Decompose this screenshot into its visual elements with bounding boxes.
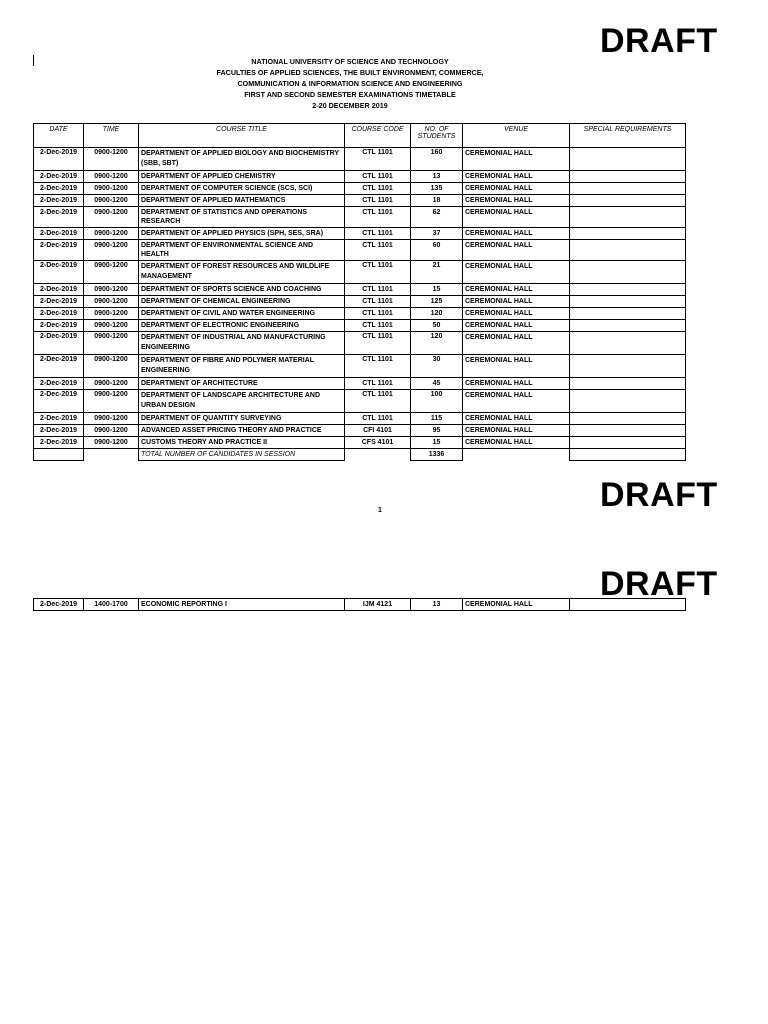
col-header-venue: VENUE <box>463 124 570 148</box>
cell-students: 100 <box>411 390 463 413</box>
cell-time: 0900-1200 <box>84 355 139 378</box>
cell-venue: CEREMONIAL HALL <box>463 390 570 413</box>
cell-date: 2-Dec-2019 <box>34 284 84 296</box>
cell-course-code: CTL 1101 <box>345 148 411 171</box>
cell-course-code: IJM 4121 <box>345 599 411 611</box>
cell-venue: CEREMONIAL HALL <box>463 437 570 449</box>
cell-course-code: CTL 1101 <box>345 296 411 308</box>
cell-time: 0900-1200 <box>84 284 139 296</box>
cell-students: 120 <box>411 308 463 320</box>
cell-date: 2-Dec-2019 <box>34 425 84 437</box>
cell-venue: CEREMONIAL HALL <box>463 148 570 171</box>
cell-special-requirements <box>570 390 686 413</box>
cell-course-code: CTL 1101 <box>345 378 411 390</box>
cell-venue: CEREMONIAL HALL <box>463 425 570 437</box>
cell-date: 2-Dec-2019 <box>34 332 84 355</box>
cell-course-title: DEPARTMENT OF APPLIED MATHEMATICS <box>139 195 345 207</box>
cell-course-code: CTL 1101 <box>345 228 411 240</box>
table-row <box>34 437 686 449</box>
cell-time: 0900-1200 <box>84 378 139 390</box>
cell-students: 125 <box>411 296 463 308</box>
cell-date: 2-Dec-2019 <box>34 261 84 284</box>
cell-course-code: CFS 4101 <box>345 437 411 449</box>
cell-special-requirements <box>570 296 686 308</box>
cell-special-requirements <box>570 240 686 261</box>
cell-date: 2-Dec-2019 <box>34 390 84 413</box>
cell-students: 62 <box>411 207 463 228</box>
cell-course-title: DEPARTMENT OF ELECTRONIC ENGINEERING <box>139 320 345 332</box>
table-row <box>34 599 686 611</box>
cell-students: 15 <box>411 284 463 296</box>
cell-students: 30 <box>411 355 463 378</box>
cell-course-code: CTL 1101 <box>345 240 411 261</box>
cell-course-title: DEPARTMENT OF ARCHITECTURE <box>139 378 345 390</box>
cell-course-title: CUSTOMS THEORY AND PRACTICE II <box>139 437 345 449</box>
cell-date: 2-Dec-2019 <box>34 228 84 240</box>
cell-special-requirements <box>570 228 686 240</box>
col-header-students: NO. OF STUDENTS <box>411 124 463 148</box>
cell-students: 50 <box>411 320 463 332</box>
cell-date: 2-Dec-2019 <box>34 355 84 378</box>
cell-time: 1400-1700 <box>84 599 139 611</box>
header-university: NATIONAL UNIVERSITY OF SCIENCE AND TECHNOLOGY <box>251 57 449 66</box>
cell-course-title: DEPARTMENT OF QUANTITY SURVEYING <box>139 413 345 425</box>
col-header-time: TIME <box>84 124 139 148</box>
table-row <box>34 148 686 171</box>
cell-venue: CEREMONIAL HALL <box>463 228 570 240</box>
cell-time: 0900-1200 <box>84 148 139 171</box>
cell-students: 115 <box>411 413 463 425</box>
cell-special-requirements <box>570 320 686 332</box>
table-row <box>34 332 686 355</box>
cell-special-requirements <box>570 332 686 355</box>
timetable-table <box>33 123 686 461</box>
header-date-range: 2-20 DECEMBER 2019 <box>312 101 388 110</box>
total-spacer <box>570 449 686 461</box>
cell-course-code: CTL 1101 <box>345 183 411 195</box>
cell-students: 60 <box>411 240 463 261</box>
cell-students: 13 <box>411 599 463 611</box>
cell-time: 0900-1200 <box>84 308 139 320</box>
cell-course-title: DEPARTMENT OF APPLIED CHEMISTRY <box>139 171 345 183</box>
total-spacer <box>34 449 84 461</box>
cell-special-requirements <box>570 261 686 284</box>
document-header <box>140 56 560 111</box>
total-value: 1336 <box>411 449 463 461</box>
cell-students: 45 <box>411 378 463 390</box>
cell-special-requirements <box>570 437 686 449</box>
cell-time: 0900-1200 <box>84 240 139 261</box>
cell-special-requirements <box>570 284 686 296</box>
cell-course-title: DEPARTMENT OF CIVIL AND WATER ENGINEERING <box>139 308 345 320</box>
cell-course-title: DEPARTMENT OF FOREST RESOURCES AND WILDLIFE MANAGEMENT <box>139 261 345 284</box>
timetable-table-page2 <box>33 598 686 611</box>
cell-course-title: ADVANCED ASSET PRICING THEORY AND PRACTICE <box>139 425 345 437</box>
cell-time: 0900-1200 <box>84 413 139 425</box>
cell-course-code: CTL 1101 <box>345 261 411 284</box>
cell-date: 2-Dec-2019 <box>34 296 84 308</box>
cell-venue: CEREMONIAL HALL <box>463 284 570 296</box>
cell-venue: CEREMONIAL HALL <box>463 378 570 390</box>
cell-course-title: DEPARTMENT OF INDUSTRIAL AND MANUFACTURING ENGINEERING <box>139 332 345 355</box>
table-row <box>34 320 686 332</box>
cell-course-code: CTL 1101 <box>345 355 411 378</box>
cell-course-code: CFI 4101 <box>345 425 411 437</box>
table-row <box>34 240 686 261</box>
cell-special-requirements <box>570 355 686 378</box>
table-row <box>34 355 686 378</box>
cell-date: 2-Dec-2019 <box>34 171 84 183</box>
cell-venue: CEREMONIAL HALL <box>463 261 570 284</box>
cell-students: 15 <box>411 437 463 449</box>
cell-course-title: DEPARTMENT OF APPLIED BIOLOGY AND BIOCHEMISTRY (SBB, SBT) <box>139 148 345 171</box>
total-spacer <box>463 449 570 461</box>
cell-course-code: CTL 1101 <box>345 195 411 207</box>
cell-students: 21 <box>411 261 463 284</box>
cell-special-requirements <box>570 183 686 195</box>
cell-venue: CEREMONIAL HALL <box>463 207 570 228</box>
cell-course-title: DEPARTMENT OF SPORTS SCIENCE AND COACHING <box>139 284 345 296</box>
cell-time: 0900-1200 <box>84 390 139 413</box>
col-header-date: DATE <box>34 124 84 148</box>
cell-date: 2-Dec-2019 <box>34 195 84 207</box>
table-row <box>34 390 686 413</box>
table-header-row <box>34 124 686 148</box>
table-row <box>34 183 686 195</box>
cell-students: 13 <box>411 171 463 183</box>
cell-special-requirements <box>570 207 686 228</box>
cell-time: 0900-1200 <box>84 261 139 284</box>
cell-course-title: DEPARTMENT OF FIBRE AND POLYMER MATERIAL ENGINEERING <box>139 355 345 378</box>
cell-venue: CEREMONIAL HALL <box>463 320 570 332</box>
cell-venue: CEREMONIAL HALL <box>463 183 570 195</box>
cell-special-requirements <box>570 599 686 611</box>
cell-course-title: DEPARTMENT OF ENVIRONMENTAL SCIENCE AND HEALTH <box>139 240 345 261</box>
draft-watermark: DRAFT <box>600 565 718 603</box>
cell-venue: CEREMONIAL HALL <box>463 355 570 378</box>
cell-course-code: CTL 1101 <box>345 332 411 355</box>
cell-time: 0900-1200 <box>84 207 139 228</box>
cell-course-code: CTL 1101 <box>345 308 411 320</box>
header-faculties: FACULTIES OF APPLIED SCIENCES, THE BUILT ENVIRONMENT, COMMERCE, <box>216 68 484 77</box>
total-spacer <box>84 449 139 461</box>
cell-venue: CEREMONIAL HALL <box>463 240 570 261</box>
cell-venue: CEREMONIAL HALL <box>463 413 570 425</box>
cell-time: 0900-1200 <box>84 195 139 207</box>
cell-course-code: CTL 1101 <box>345 413 411 425</box>
cell-course-title: DEPARTMENT OF LANDSCAPE ARCHITECTURE AND URBAN DESIGN <box>139 390 345 413</box>
table-row <box>34 296 686 308</box>
cell-date: 2-Dec-2019 <box>34 240 84 261</box>
cell-course-code: CTL 1101 <box>345 207 411 228</box>
cell-special-requirements <box>570 148 686 171</box>
table-row <box>34 228 686 240</box>
cell-students: 160 <box>411 148 463 171</box>
cell-course-title: DEPARTMENT OF COMPUTER SCIENCE (SCS, SCI) <box>139 183 345 195</box>
total-label: TOTAL NUMBER OF CANDIDATES IN SESSION <box>139 449 345 461</box>
cell-special-requirements <box>570 413 686 425</box>
draft-watermark: DRAFT <box>600 476 718 514</box>
cell-date: 2-Dec-2019 <box>34 320 84 332</box>
cell-date: 2-Dec-2019 <box>34 183 84 195</box>
total-spacer <box>345 449 411 461</box>
cell-date: 2-Dec-2019 <box>34 599 84 611</box>
table-row <box>34 195 686 207</box>
cell-students: 95 <box>411 425 463 437</box>
cell-date: 2-Dec-2019 <box>34 148 84 171</box>
cell-special-requirements <box>570 195 686 207</box>
cell-date: 2-Dec-2019 <box>34 413 84 425</box>
cell-course-code: CTL 1101 <box>345 320 411 332</box>
table-row <box>34 171 686 183</box>
cell-time: 0900-1200 <box>84 183 139 195</box>
cell-course-code: CTL 1101 <box>345 284 411 296</box>
cell-students: 18 <box>411 195 463 207</box>
timetable-body-page2 <box>34 599 686 611</box>
cell-venue: CEREMONIAL HALL <box>463 296 570 308</box>
total-row <box>34 449 686 461</box>
draft-watermark: DRAFT <box>600 22 718 60</box>
cell-time: 0900-1200 <box>84 320 139 332</box>
cell-time: 0900-1200 <box>84 228 139 240</box>
header-faculties-cont: COMMUNICATION & INFORMATION SCIENCE AND ENGINEERING <box>237 79 463 88</box>
cell-date: 2-Dec-2019 <box>34 308 84 320</box>
cell-students: 37 <box>411 228 463 240</box>
cell-time: 0900-1200 <box>84 296 139 308</box>
cell-course-code: CTL 1101 <box>345 171 411 183</box>
table-row <box>34 378 686 390</box>
header-timetable-title: FIRST AND SECOND SEMESTER EXAMINATIONS TIMETABLE <box>244 90 456 99</box>
cell-special-requirements <box>570 171 686 183</box>
cell-time: 0900-1200 <box>84 171 139 183</box>
page-number: 1 <box>378 507 382 514</box>
cell-special-requirements <box>570 308 686 320</box>
table-row <box>34 261 686 284</box>
cell-course-title: DEPARTMENT OF CHEMICAL ENGINEERING <box>139 296 345 308</box>
cell-time: 0900-1200 <box>84 425 139 437</box>
col-header-special-requirements: SPECIAL REQUIREMENTS <box>570 124 686 148</box>
cell-students: 120 <box>411 332 463 355</box>
table-row <box>34 425 686 437</box>
cell-venue: CEREMONIAL HALL <box>463 308 570 320</box>
cell-time: 0900-1200 <box>84 437 139 449</box>
cell-course-title: DEPARTMENT OF STATISTICS AND OPERATIONS RESEARCH <box>139 207 345 228</box>
col-header-course-code: COURSE CODE <box>345 124 411 148</box>
col-header-course-title: COURSE TITLE <box>139 124 345 148</box>
table-row <box>34 413 686 425</box>
table-row <box>34 308 686 320</box>
cell-course-title: ECONOMIC REPORTING I <box>139 599 345 611</box>
cell-time: 0900-1200 <box>84 332 139 355</box>
cell-date: 2-Dec-2019 <box>34 207 84 228</box>
cell-venue: CEREMONIAL HALL <box>463 195 570 207</box>
cell-course-code: CTL 1101 <box>345 390 411 413</box>
timetable-body <box>34 148 686 449</box>
cell-venue: CEREMONIAL HALL <box>463 599 570 611</box>
table-row <box>34 207 686 228</box>
cell-venue: CEREMONIAL HALL <box>463 171 570 183</box>
table-row <box>34 284 686 296</box>
cell-course-title: DEPARTMENT OF APPLIED PHYSICS (SPH, SES, SRA) <box>139 228 345 240</box>
cell-special-requirements <box>570 378 686 390</box>
cell-date: 2-Dec-2019 <box>34 378 84 390</box>
text-cursor <box>33 55 34 66</box>
cell-date: 2-Dec-2019 <box>34 437 84 449</box>
cell-students: 135 <box>411 183 463 195</box>
cell-venue: CEREMONIAL HALL <box>463 332 570 355</box>
cell-special-requirements <box>570 425 686 437</box>
